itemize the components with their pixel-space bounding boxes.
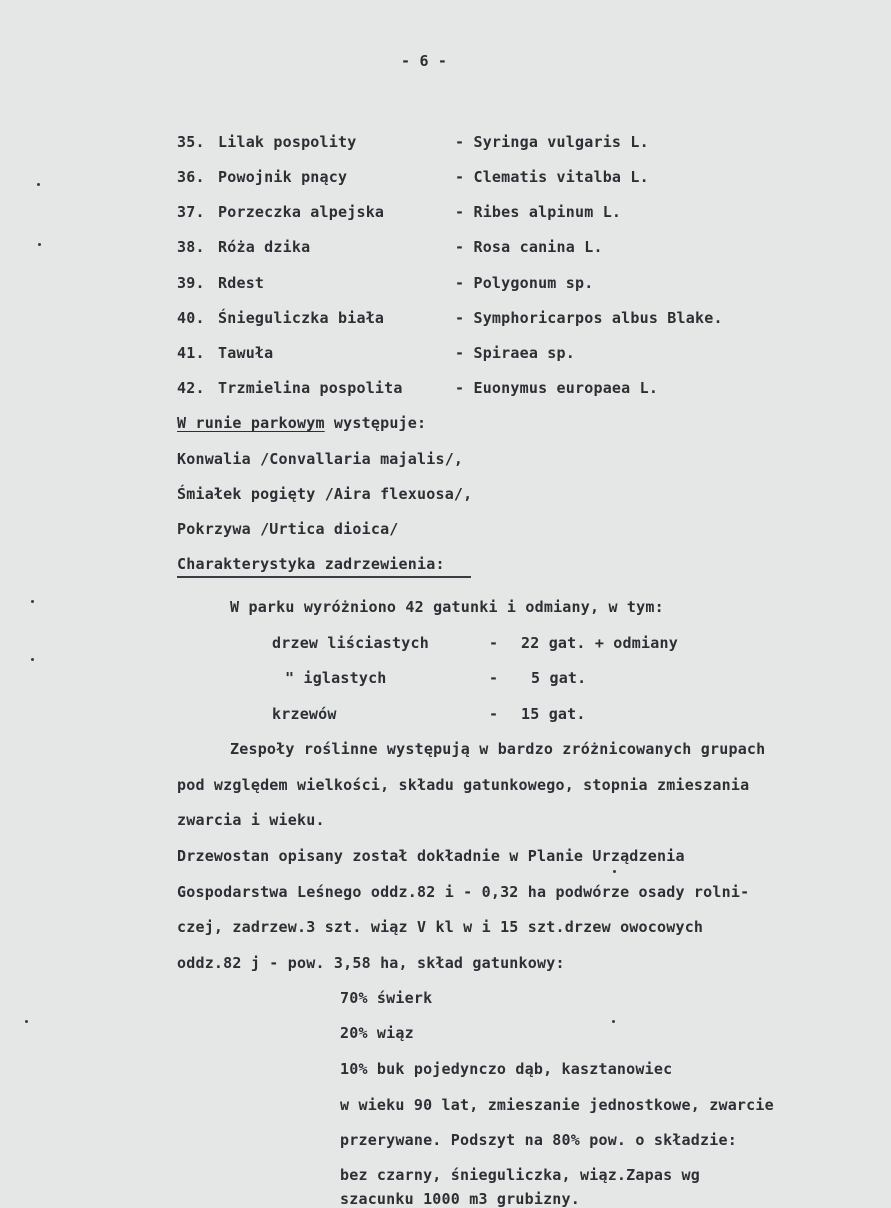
runo-item: Konwalia /Convallaria majalis/,	[177, 450, 464, 468]
paragraph-line: Gospodarstwa Leśnego oddz.82 i - 0,32 ha podwórze osady rolni-	[177, 883, 750, 901]
scan-speck	[38, 243, 41, 246]
paragraph-line: bez czarny, śnieguliczka, wiąz.Zapas wg	[340, 1166, 700, 1184]
species-latin-name: - Spiraea sp.	[455, 344, 575, 362]
paragraph-line: zwarcia i wieku.	[177, 811, 325, 829]
scan-speck	[31, 600, 34, 603]
scan-speck	[37, 183, 40, 186]
species-number: 35.	[177, 133, 205, 151]
count-label: drzew liściastych	[272, 634, 429, 652]
species-polish-name: Róża dzika	[218, 238, 311, 256]
species-latin-name: - Syringa vulgaris L.	[455, 133, 649, 151]
paragraph-line: pod względem wielkości, składu gatunkowego, stopnia zmieszania	[177, 776, 750, 794]
species-latin-name: - Symphoricarpos albus Blake.	[455, 309, 723, 327]
runo-item: Pokrzywa /Urtica dioica/	[177, 520, 399, 538]
count-label: " iglastych	[285, 669, 387, 687]
species-number: 39.	[177, 274, 205, 292]
species-number: 37.	[177, 203, 205, 221]
count-value: 5 gat.	[531, 669, 587, 687]
paragraph-line: przerywane. Podszyt na 80% pow. o składzie:	[340, 1131, 737, 1149]
species-number: 41.	[177, 344, 205, 362]
species-polish-name: Śnieguliczka biała	[218, 309, 385, 327]
runo-heading-underlined: W runie parkowym	[177, 414, 325, 432]
composition-line: 70% świerk	[340, 989, 433, 1007]
count-value: 22 gat. + odmiany	[521, 634, 678, 652]
count-dash: -	[489, 669, 499, 687]
paragraph-line: Zespoły roślinne występują w bardzo zróżnicowanych grupach	[230, 740, 766, 758]
species-polish-name: Powojnik pnący	[218, 168, 348, 186]
runo-item: Śmiałek pogięty /Aira flexuosa/,	[177, 485, 473, 503]
paragraph-line: szacunku 1000 m3 grubizny.	[340, 1190, 580, 1208]
species-latin-name: - Euonymus europaea L.	[455, 379, 659, 397]
species-polish-name: Rdest	[218, 274, 265, 292]
paragraph-line: czej, zadrzew.3 szt. wiąz V kl w i 15 szt.drzew owocowych	[177, 918, 704, 936]
section-heading: Charakterystyka zadrzewienia:	[177, 555, 445, 573]
intro-line: W parku wyróżniono 42 gatunki i odmiany, w tym:	[230, 598, 664, 616]
composition-line: 10% buk pojedynczo dąb, kasztanowiec	[340, 1060, 673, 1078]
count-label: krzewów	[272, 705, 337, 723]
species-polish-name: Trzmielina pospolita	[218, 379, 403, 397]
species-number: 36.	[177, 168, 205, 186]
section-heading-underline	[177, 576, 471, 578]
count-dash: -	[489, 705, 499, 723]
count-value: 15 gat.	[521, 705, 586, 723]
paragraph-line: oddz.82 j - pow. 3,58 ha, skład gatunkowy:	[177, 954, 565, 972]
page-number: - 6 -	[401, 52, 448, 70]
runo-heading	[177, 414, 426, 432]
species-number: 40.	[177, 309, 205, 327]
species-polish-name: Porzeczka alpejska	[218, 203, 385, 221]
species-number: 42.	[177, 379, 205, 397]
count-dash: -	[489, 634, 499, 652]
species-latin-name: - Ribes alpinum L.	[455, 203, 622, 221]
scan-speck	[613, 870, 616, 873]
paragraph-line: Drzewostan opisany został dokładnie w Planie Urządzenia	[177, 847, 685, 865]
species-latin-name: - Polygonum sp.	[455, 274, 594, 292]
scan-speck	[612, 1020, 615, 1023]
species-latin-name: - Clematis vitalba L.	[455, 168, 649, 186]
runo-heading-rest: występuje:	[324, 414, 427, 432]
species-latin-name: - Rosa canina L.	[455, 238, 603, 256]
scan-speck	[25, 1020, 28, 1023]
scan-speck	[31, 658, 34, 661]
species-number: 38.	[177, 238, 205, 256]
species-polish-name: Lilak pospolity	[218, 133, 357, 151]
species-polish-name: Tawuła	[218, 344, 274, 362]
paragraph-line: w wieku 90 lat, zmieszanie jednostkowe, zwarcie	[340, 1096, 774, 1114]
composition-line: 20% wiąz	[340, 1024, 414, 1042]
